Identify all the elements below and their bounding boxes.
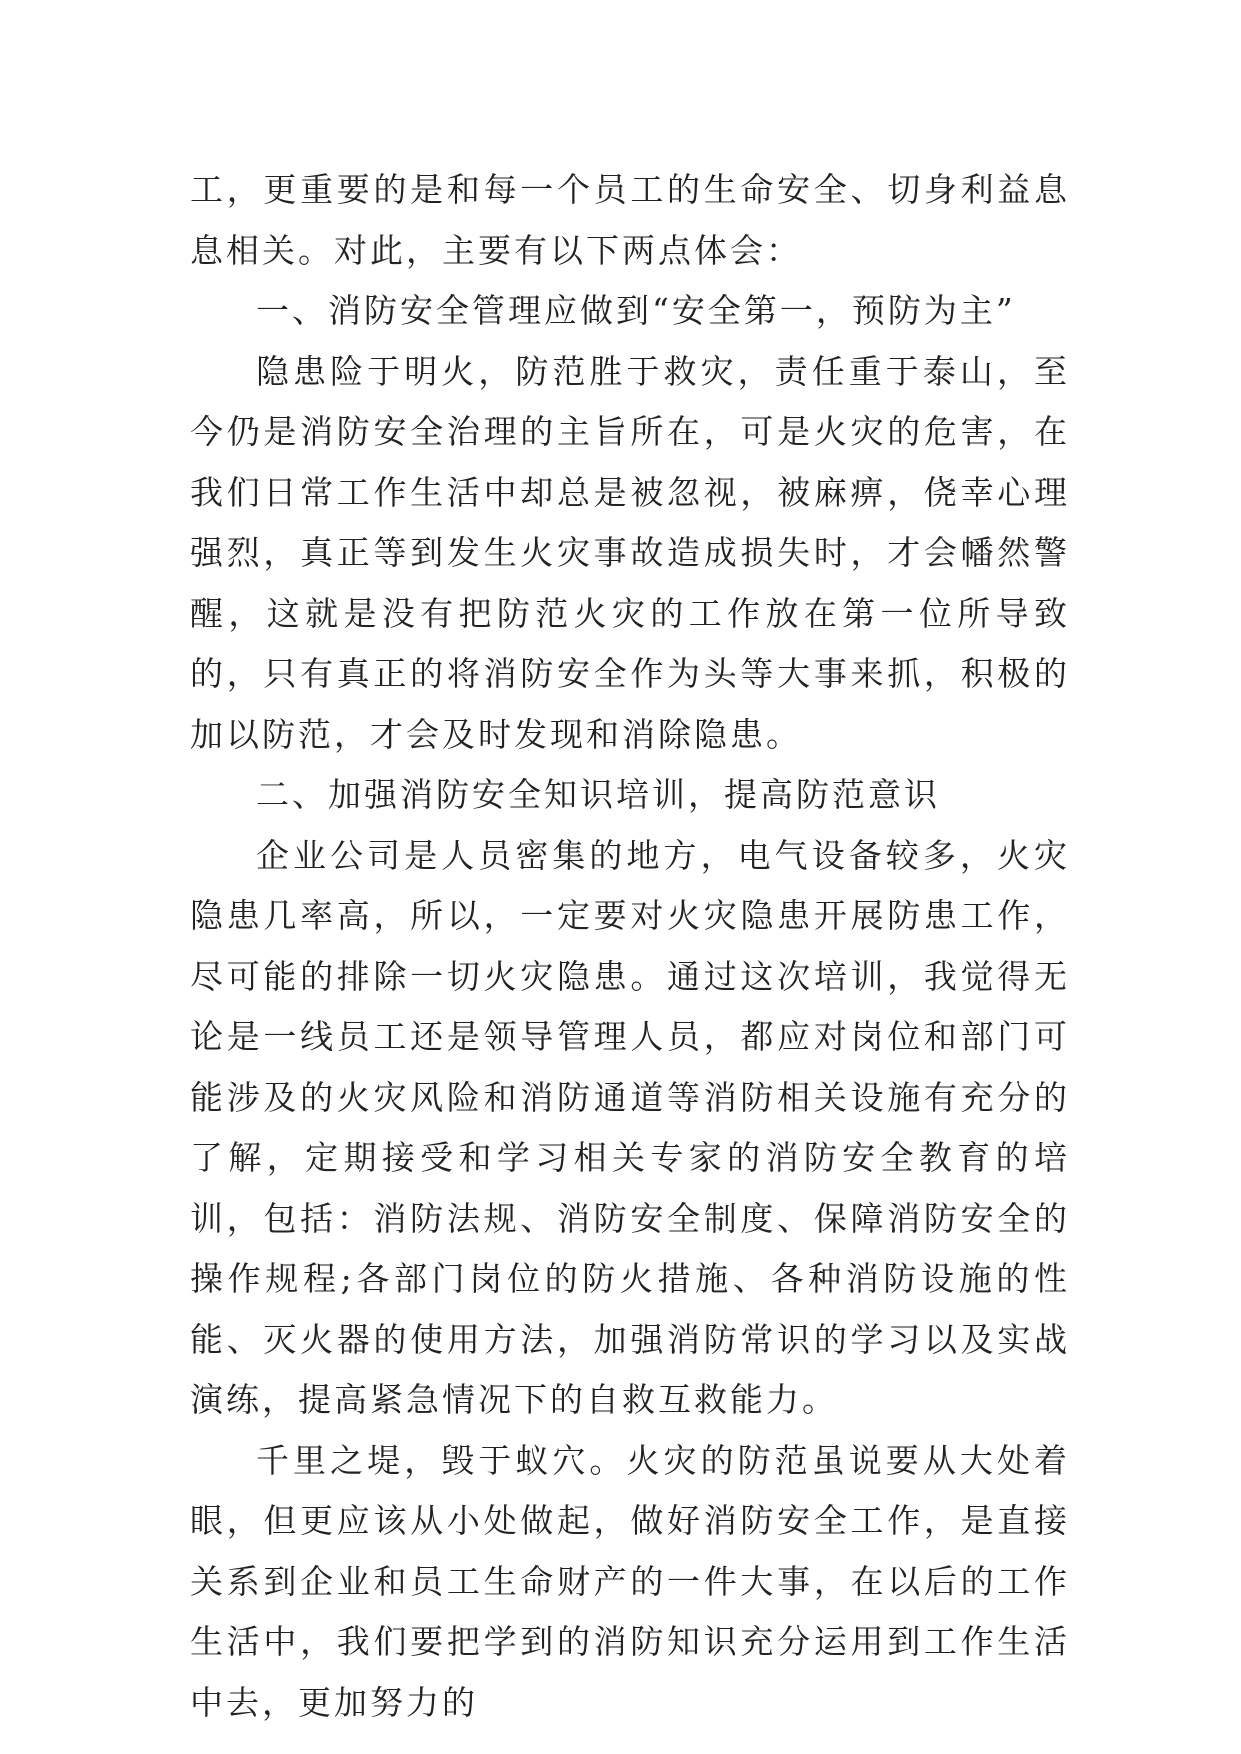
continuation-paragraph: 工，更重要的是和每一个员工的生命安全、切身利益息息相关。对此，主要有以下两点体会： bbox=[190, 170, 1070, 270]
section-heading-2: 二、加强消防安全知识培训，提高防范意识 bbox=[256, 775, 940, 814]
document-body bbox=[190, 160, 1070, 1733]
body-paragraph-3: 千里之堤，毁于蚁穴。火灾的防范虽说要从大处着眼，但更应该从小处做起，做好消防安全工作，是直接关系到企业和员工生命财产的一件大事，在以后的工作生活中，我们要把学到的消防知识充分运用到工作生活中去，更加努力的 bbox=[190, 1440, 1070, 1722]
section-heading-1: 一、消防安全管理应做到“安全第一，预防为主” bbox=[256, 291, 1016, 330]
body-paragraph-2: 企业公司是人员密集的地方，电气设备较多，火灾隐患几率高，所以，一定要对火灾隐患开展防患工作，尽可能的排除一切火灾隐患。通过这次培训，我觉得无论是一线员工还是领导管理人员，都应对岗位和部门可能涉及的火灾风险和消防通道等消防相关设施有充分的了解，定期接受和学习相关专家的消防安全教育的培训，包括：消防法规、消防安全制度、保障消防安全的操作规程;各部门岗位的防火措施、各种消防设施的性能、灭火器的使用方法，加强消防常识的学习以及实战演练，提高紧急情况下的自救互救能力。 bbox=[190, 835, 1070, 1419]
body-paragraph-1: 隐患险于明火，防范胜于救灾，责任重于泰山，至今仍是消防安全治理的主旨所在，可是火灾的危害，在我们日常工作生活中却总是被忽视，被麻痹，侥幸心理强烈，真正等到发生火灾事故造成损失时，才会幡然警醒，这就是没有把防范火灾的工作放在第一位所导致的，只有真正的将消防安全作为头等大事来抓，积极的加以防范，才会及时发现和消除隐患。 bbox=[190, 351, 1070, 754]
